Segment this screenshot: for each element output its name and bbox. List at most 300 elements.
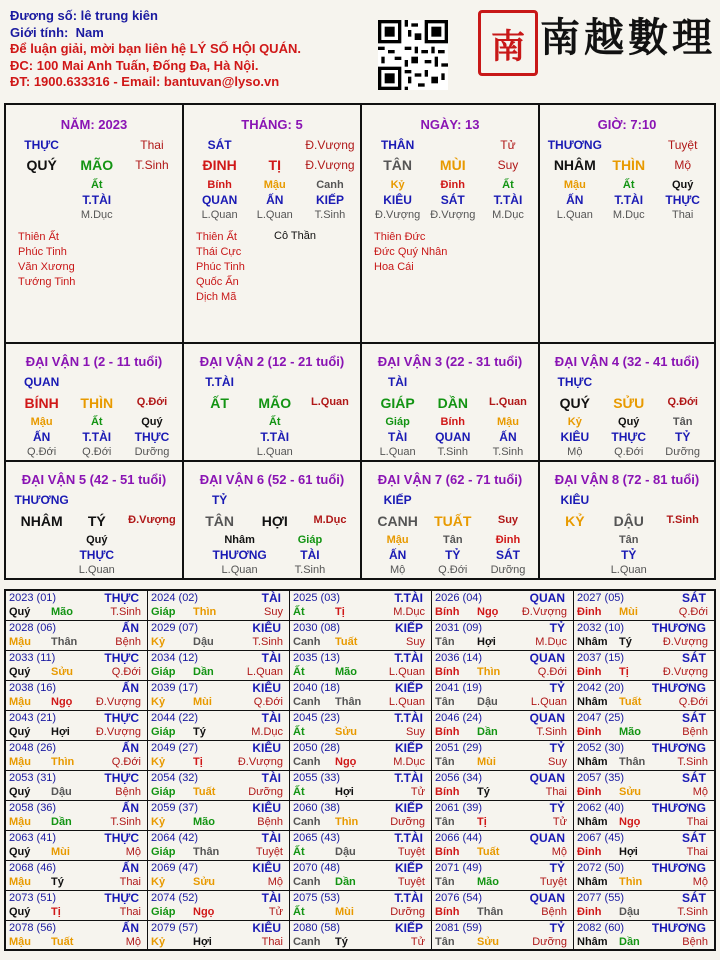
year-state: M.Dục: [393, 606, 425, 618]
year-cell[interactable]: [574, 771, 714, 801]
year-thapthan: THƯƠNG: [651, 681, 706, 695]
hidden-thapthan: T.TÀI: [82, 193, 112, 207]
hidden-state: Dưỡng: [134, 446, 170, 458]
year-cell[interactable]: [432, 891, 574, 921]
year-stem: Giáp: [151, 846, 176, 858]
year-cell[interactable]: [574, 921, 714, 951]
top-right-label: Tuyệt: [667, 138, 698, 152]
hidden-stem: Giáp: [297, 534, 323, 546]
year-branch: Dậu: [335, 846, 356, 858]
year-cell[interactable]: [290, 891, 432, 921]
year-thapthan: THƯƠNG: [651, 921, 706, 935]
year-thapthan: QUAN: [529, 891, 565, 905]
year-stem: Nhâm: [577, 636, 608, 648]
year-stem: Quý: [9, 786, 31, 798]
year-branch: Sửu: [51, 666, 74, 678]
year-cell[interactable]: [574, 741, 714, 771]
year-branch: Ngọ: [619, 816, 641, 828]
hidden-stem: Mậu: [563, 179, 586, 191]
year-cell[interactable]: [432, 741, 574, 771]
year-stem: Mậu: [9, 816, 31, 828]
hidden-state: M.Dục: [492, 209, 524, 221]
year-thapthan: SÁT: [682, 891, 706, 905]
year-label: 2035 (13): [293, 652, 341, 664]
year-label: 2073 (51): [9, 892, 57, 904]
year-cell[interactable]: [574, 831, 714, 861]
year-state: L.Quan: [530, 696, 567, 708]
star-item: Phúc Tinh: [18, 246, 67, 258]
hidden-thapthan: TỶ: [621, 548, 637, 562]
year-label: 2036 (14): [435, 652, 483, 664]
year-branch: Hợi: [193, 936, 212, 948]
year-branch: Sửu: [619, 786, 642, 798]
four-pillars-box: [4, 103, 716, 344]
hidden-thapthan: THỰC: [665, 193, 700, 207]
year-cell[interactable]: [574, 891, 714, 921]
hidden-thapthan: TỶ: [675, 430, 691, 444]
year-thapthan: TỶ: [549, 861, 565, 875]
year-state: M.Dục: [535, 636, 567, 648]
year-stem: Ất: [293, 726, 305, 738]
year-branch: Sửu: [335, 726, 358, 738]
hidden-state: Mộ: [567, 446, 583, 458]
year-cell[interactable]: [290, 711, 432, 741]
year-thapthan: ẤN: [121, 621, 139, 635]
year-label: 2030 (08): [293, 622, 341, 634]
year-cell[interactable]: [432, 651, 574, 681]
year-thapthan: TỶ: [549, 921, 565, 935]
dai-van-title: ĐẠI VẬN 7 (62 - 71 tuổi): [377, 472, 523, 487]
year-state: Mộ: [125, 846, 141, 858]
hidden-thapthan: QUAN: [435, 430, 471, 444]
earthly-branch: MÙI: [439, 157, 466, 173]
year-branch: Thân: [477, 906, 504, 918]
year-label: 2026 (04): [435, 592, 483, 604]
year-stem: Giáp: [151, 906, 176, 918]
year-thapthan: THỰC: [104, 831, 139, 845]
hidden-state: M.Dục: [612, 209, 645, 221]
year-label: 2034 (12): [151, 652, 199, 664]
hidden-thapthan: ẤN: [266, 193, 284, 207]
hidden-state: L.Quan: [221, 564, 258, 576]
star-item: Đức Quý Nhân: [374, 246, 448, 258]
year-label: 2074 (52): [151, 892, 199, 904]
hidden-stem: Quý: [86, 534, 108, 546]
year-stem: Nhâm: [577, 696, 608, 708]
year-branch: Tị: [193, 756, 203, 768]
year-state: Bệnh: [682, 936, 708, 948]
earthly-branch: DẦN: [437, 395, 468, 411]
year-label: 2049 (27): [151, 742, 199, 754]
hidden-stem: Kỷ: [390, 179, 405, 191]
year-state: Q.Đới: [678, 606, 708, 618]
year-thapthan: THỰC: [104, 771, 139, 785]
year-cell[interactable]: [432, 771, 574, 801]
year-thapthan: SÁT: [682, 591, 706, 605]
year-label: 2027 (05): [577, 592, 625, 604]
year-cell[interactable]: [432, 801, 574, 831]
heavenly-stem: TÂN: [383, 157, 412, 173]
year-thapthan: KIẾP: [394, 801, 423, 815]
year-cell[interactable]: [290, 681, 432, 711]
year-branch: Tuất: [477, 846, 500, 858]
year-state: Đ.Vượng: [662, 666, 708, 678]
year-state: Đ.Vượng: [95, 696, 141, 708]
year-branch: Mão: [335, 666, 357, 678]
year-stem: Kỷ: [151, 936, 166, 948]
year-stem: Đinh: [577, 906, 602, 918]
year-stem: Ất: [293, 906, 305, 918]
thapthan-label: TỶ: [211, 493, 228, 507]
year-branch: Dậu: [193, 636, 214, 648]
year-state: Thai: [119, 906, 141, 918]
top-right-label: Tử: [500, 138, 516, 152]
hidden-thapthan: ẤN: [566, 193, 584, 207]
hidden-stem: Tân: [672, 416, 693, 428]
annual-luck-grid: [4, 589, 716, 951]
year-cell[interactable]: [290, 621, 432, 651]
pillar-title: NĂM: 2023: [60, 117, 128, 132]
earthly-branch: TÝ: [87, 513, 106, 529]
year-state: T.Sinh: [110, 606, 141, 618]
year-label: 2071 (49): [435, 862, 483, 874]
year-thapthan: QUAN: [529, 591, 565, 605]
year-thapthan: SÁT: [682, 651, 706, 665]
year-cell[interactable]: [6, 801, 148, 831]
heavenly-stem: CANH: [377, 513, 418, 529]
year-thapthan: T.TÀI: [394, 711, 423, 725]
hidden-thapthan: TÀI: [387, 430, 408, 444]
year-state: Suy: [406, 636, 425, 648]
star-item: Quốc Ấn: [196, 276, 239, 288]
year-thapthan: KIÊU: [252, 861, 281, 875]
year-cell[interactable]: [6, 711, 148, 741]
year-stem: Kỷ: [151, 756, 166, 768]
branch-state: L.Quan: [311, 396, 349, 408]
year-cell[interactable]: [574, 861, 714, 891]
hidden-state: T.Sinh: [294, 564, 326, 576]
year-branch: Dần: [335, 876, 356, 888]
heavenly-stem: ẤT: [210, 395, 229, 411]
thapthan-label: T.TÀI: [205, 375, 234, 389]
star-item: Thiên Đức: [374, 231, 426, 243]
hidden-stem: Đinh: [440, 179, 465, 191]
year-stem: Giáp: [151, 726, 176, 738]
year-branch: Thân: [193, 846, 220, 858]
year-cell[interactable]: [432, 681, 574, 711]
dai-van-7: [362, 462, 540, 580]
year-thapthan: ẤN: [121, 681, 139, 695]
hidden-thapthan: TỶ: [445, 548, 461, 562]
year-cell[interactable]: [148, 801, 290, 831]
earthly-branch: TUẤT: [434, 513, 472, 529]
year-branch: Thân: [51, 636, 78, 648]
year-thapthan: KIÊU: [252, 621, 281, 635]
thapthan-label: SÁT: [207, 138, 232, 152]
earthly-branch: DẬU: [613, 513, 644, 529]
dai-van-title: ĐẠI VẬN 1 (2 - 11 tuổi): [25, 354, 163, 369]
thapthan-label: KIÊU: [560, 493, 590, 507]
year-state: Q.Đới: [111, 756, 141, 768]
year-state: Thai: [686, 816, 708, 828]
year-thapthan: QUAN: [529, 711, 565, 725]
year-label: 2042 (20): [577, 682, 625, 694]
year-cell[interactable]: [148, 891, 290, 921]
year-cell[interactable]: [574, 681, 714, 711]
year-thapthan: ẤN: [121, 741, 139, 755]
dai-van-5: [6, 462, 184, 580]
year-state: Dưỡng: [390, 816, 425, 828]
year-cell[interactable]: [148, 921, 290, 951]
year-cell[interactable]: [290, 921, 432, 951]
dai-van-title: ĐẠI VẬN 4 (32 - 41 tuổi): [554, 354, 700, 369]
qr-code-icon[interactable]: [378, 20, 448, 90]
year-thapthan: KIÊU: [252, 741, 281, 755]
year-state: Đ.Vượng: [95, 726, 141, 738]
year-thapthan: SÁT: [682, 831, 706, 845]
year-cell[interactable]: [148, 711, 290, 741]
year-thapthan: KIÊU: [252, 801, 281, 815]
year-state: L.Quan: [246, 666, 283, 678]
year-branch: Tuất: [335, 636, 358, 648]
year-branch: Dậu: [51, 786, 72, 798]
year-cell[interactable]: [6, 621, 148, 651]
year-branch: Ngọ: [477, 606, 499, 618]
thapthan-label: THỰC: [24, 138, 59, 152]
year-cell[interactable]: [432, 591, 574, 621]
hidden-state: L.Quan: [610, 564, 647, 576]
year-thapthan: TỶ: [549, 681, 565, 695]
year-cell[interactable]: [148, 651, 290, 681]
year-state: Đ.Vượng: [521, 606, 567, 618]
year-stem: Ất: [293, 666, 305, 678]
hidden-state: T.Sinh: [492, 446, 524, 458]
hidden-stem: Quý: [141, 416, 163, 428]
year-cell[interactable]: [6, 861, 148, 891]
hidden-stem: Mậu: [496, 416, 519, 428]
year-cell[interactable]: [574, 801, 714, 831]
dai-van-6: [184, 462, 362, 580]
year-cell[interactable]: [574, 621, 714, 651]
year-cell[interactable]: [148, 591, 290, 621]
year-stem: Kỷ: [151, 816, 166, 828]
branch-state: Suy: [497, 158, 519, 172]
year-cell[interactable]: [574, 651, 714, 681]
year-thapthan: TÀI: [261, 591, 281, 605]
year-label: 2028 (06): [9, 622, 57, 634]
year-stem: Tân: [435, 756, 455, 768]
year-cell[interactable]: [290, 861, 432, 891]
year-stem: Canh: [293, 816, 321, 828]
year-branch: Hợi: [619, 846, 638, 858]
year-label: 2056 (34): [435, 772, 483, 784]
year-thapthan: KIẾP: [394, 681, 423, 695]
year-cell[interactable]: [148, 831, 290, 861]
year-cell[interactable]: [432, 861, 574, 891]
year-label: 2038 (16): [9, 682, 57, 694]
year-cell[interactable]: [290, 801, 432, 831]
year-cell[interactable]: [6, 681, 148, 711]
hidden-thapthan: QUAN: [201, 193, 238, 207]
year-branch: Mão: [193, 816, 215, 828]
hidden-state: Đ.Vượng: [430, 209, 476, 221]
thapthan-label: QUAN: [23, 375, 60, 389]
earthly-branch: HỢI: [261, 513, 288, 529]
hidden-thapthan: THỰC: [134, 430, 170, 444]
year-branch: Mão: [619, 726, 641, 738]
year-cell[interactable]: [432, 921, 574, 951]
dai-van-1: [6, 344, 184, 462]
year-cell[interactable]: [6, 891, 148, 921]
pillar-4: [540, 105, 714, 344]
year-state: Mộ: [267, 876, 283, 888]
year-stem: Đinh: [577, 726, 602, 738]
heavenly-stem: KỶ: [565, 513, 585, 529]
year-branch: Tý: [619, 636, 632, 648]
year-state: Bệnh: [682, 726, 708, 738]
hidden-stem: Ất: [90, 179, 103, 191]
year-thapthan: TỶ: [549, 741, 565, 755]
seal-glyph: 南: [491, 26, 525, 67]
year-label: 2069 (47): [151, 862, 199, 874]
star-item: Thiên Ất: [196, 231, 237, 243]
year-cell[interactable]: [148, 861, 290, 891]
year-cell[interactable]: [290, 741, 432, 771]
year-branch: Mùi: [619, 606, 638, 618]
year-cell[interactable]: [290, 831, 432, 861]
year-cell[interactable]: [290, 651, 432, 681]
year-cell[interactable]: [148, 681, 290, 711]
hidden-state: L.Quan: [256, 209, 293, 221]
year-stem: Tân: [435, 876, 455, 888]
year-cell[interactable]: [432, 831, 574, 861]
heavenly-stem: QUÝ: [559, 395, 590, 411]
year-cell[interactable]: [148, 621, 290, 651]
year-cell[interactable]: [290, 771, 432, 801]
year-cell[interactable]: [148, 771, 290, 801]
year-label: 2051 (29): [435, 742, 483, 754]
year-cell[interactable]: [290, 591, 432, 621]
hidden-thapthan: T.TÀI: [493, 193, 523, 207]
year-label: 2054 (32): [151, 772, 199, 784]
year-branch: Mùi: [477, 756, 496, 768]
year-stem: Quý: [9, 726, 31, 738]
hidden-thapthan: ẤN: [32, 430, 51, 444]
year-cell[interactable]: [432, 621, 574, 651]
earthly-branch: THÌN: [80, 395, 114, 411]
year-state: Tuyệt: [255, 846, 283, 858]
year-label: 2079 (57): [151, 922, 199, 934]
year-state: Q.Đới: [678, 696, 708, 708]
year-cell[interactable]: [6, 591, 148, 621]
year-thapthan: KIẾP: [394, 861, 423, 875]
hidden-thapthan: ẤN: [499, 430, 517, 444]
hidden-thapthan: SÁT: [495, 548, 520, 562]
year-thapthan: QUAN: [529, 651, 565, 665]
year-branch: Tị: [619, 666, 629, 678]
gender-value: Nam: [75, 24, 104, 40]
year-branch: Tuất: [51, 936, 74, 948]
dai-van-3: [362, 344, 540, 462]
year-label: 2029 (07): [151, 622, 199, 634]
year-label: 2025 (03): [293, 592, 341, 604]
year-branch: Ngọ: [193, 906, 215, 918]
hidden-state: L.Quan: [256, 446, 293, 458]
year-stem: Nhâm: [577, 936, 608, 948]
dai-van-title: ĐẠI VẬN 5 (42 - 51 tuổi): [21, 472, 167, 487]
year-stem: Đinh: [577, 786, 602, 798]
year-label: 2062 (40): [577, 802, 625, 814]
hidden-stem: Quý: [618, 416, 640, 428]
year-stem: Quý: [9, 606, 31, 618]
pillar-title: NGÀY: 13: [420, 117, 480, 132]
year-branch: Tý: [335, 936, 348, 948]
branch-state: Đ.Vượng: [305, 158, 355, 172]
year-cell[interactable]: [148, 741, 290, 771]
year-stem: Nhâm: [577, 816, 608, 828]
year-cell[interactable]: [6, 921, 148, 951]
year-label: 2063 (41): [9, 832, 57, 844]
year-cell[interactable]: [432, 711, 574, 741]
top-right-label: Đ.Vượng: [305, 138, 355, 152]
year-cell[interactable]: [574, 711, 714, 741]
star-item: Thiên Ất: [18, 231, 59, 243]
year-state: Thai: [686, 846, 708, 858]
hidden-stem: Bính: [207, 179, 232, 191]
year-thapthan: TÀI: [261, 651, 281, 665]
header-info: [10, 8, 370, 91]
hidden-stem: Ất: [502, 179, 514, 191]
year-label: 2039 (17): [151, 682, 199, 694]
year-stem: Tân: [435, 936, 455, 948]
branch-state: Suy: [497, 514, 519, 526]
heavenly-stem: QUÝ: [26, 157, 57, 173]
year-label: 2053 (31): [9, 772, 57, 784]
phone-email-line[interactable]: ĐT: 1900.633316 - Email: bantuvan@lyso.vn: [10, 74, 280, 89]
year-label: 2059 (37): [151, 802, 199, 814]
star-item: Văn Xương: [18, 261, 75, 273]
year-label: 2047 (25): [577, 712, 625, 724]
year-stem: Bính: [435, 786, 460, 798]
brand-logo: 南越數理: [540, 14, 716, 61]
hidden-thapthan: T.TÀI: [260, 430, 290, 444]
year-state: Đ.Vượng: [237, 756, 283, 768]
year-branch: Mùi: [335, 906, 354, 918]
year-stem: Bính: [435, 666, 460, 678]
year-stem: Ất: [293, 606, 305, 618]
year-stem: Quý: [9, 666, 31, 678]
year-stem: Ất: [293, 786, 305, 798]
year-cell[interactable]: [6, 771, 148, 801]
year-stem: Mậu: [9, 756, 31, 768]
year-label: 2066 (44): [435, 832, 483, 844]
hidden-stem: Canh: [316, 179, 344, 191]
year-label: 2081 (59): [435, 922, 483, 934]
year-thapthan: ẤN: [121, 921, 139, 935]
hidden-thapthan: THỰC: [79, 548, 115, 562]
year-state: Tuyệt: [397, 846, 425, 858]
year-cell[interactable]: [574, 591, 714, 621]
year-state: Tử: [268, 906, 283, 918]
year-branch: Mùi: [51, 846, 70, 858]
hidden-state: T.Sinh: [437, 446, 469, 458]
year-cell[interactable]: [6, 741, 148, 771]
year-state: T.Sinh: [677, 756, 708, 768]
year-cell[interactable]: [6, 831, 148, 861]
year-cell[interactable]: [6, 651, 148, 681]
hidden-stem: Ất: [268, 416, 281, 428]
year-thapthan: SÁT: [682, 771, 706, 785]
